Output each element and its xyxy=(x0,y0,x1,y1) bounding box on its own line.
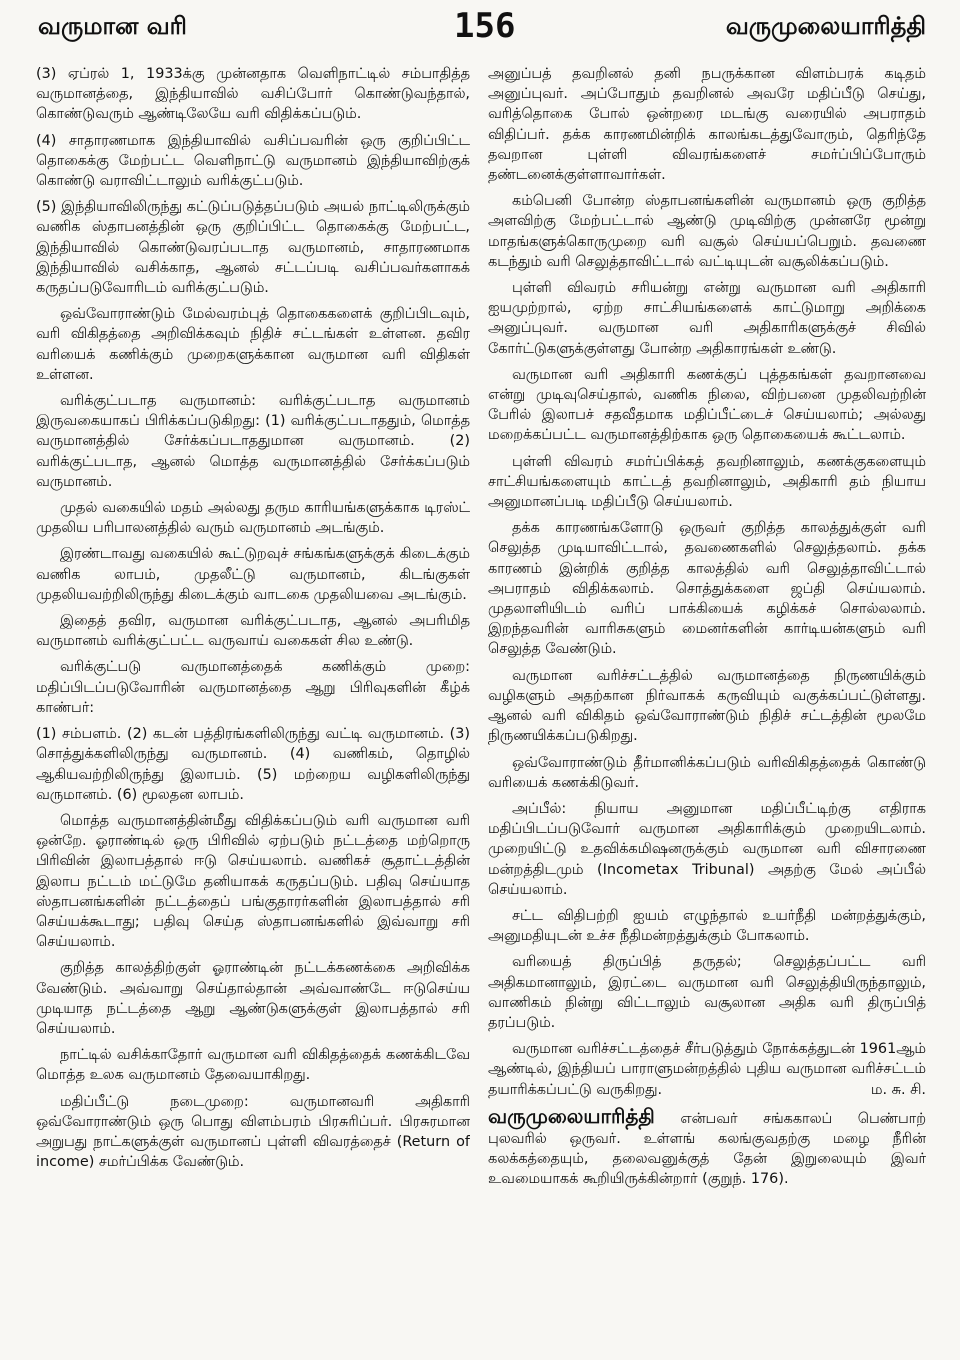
paragraph: சட்ட விதிபற்றி ஐயம் எழுந்தால் உயர்நீதி மன்றத்துக்கும், அனுமதியுடன் உச்ச நீதிமன்றத்துக்கும் போகலாம். xyxy=(488,907,926,945)
paragraph: நாட்டில் வசிக்காதோர் வருமான வரி விகிதத்தைக் கணக்கிடவே மொத்த உலக வருமானம் தேவையாகிறது. xyxy=(36,1047,470,1084)
paragraph: வருமான வரி அதிகாரி கணக்குப் புத்தகங்கள் தவறானவை என்று முடிவுசெய்தால், வணிக நிலை, விற்பனை முதலிவற்றின் பேரில் இலாபச் சதவீதமாக மதிப்பீட்டைச் செய்யலாம்; அல்லது மறைக்கப்பட்ட வருமானத்திற்காக ஒரு தொகையைக் கூட்டலாம். xyxy=(488,366,926,444)
right-column xyxy=(488,64,926,1344)
paragraph: புள்ளி விவரம் சமர்ப்பிக்கத் தவறினாலும், கணக்குகளையும் சாட்சியங்களையும் காட்டத் தவறினாலும், அதிகாரி தம் நியாய அனுமானப்படி மதிப்பீடு செய்யலாம். xyxy=(488,453,926,511)
paragraph: புள்ளி விவரம் சரியன்று என்று வருமான வரி அதிகாரி ஐயமுற்றால், ஏற்ற சாட்சியங்களைக் காட்டுமாறு அறிக்கை அனுப்புவர். வருமான வரி அதிகாரிகளுக்குச் சிவில் கோர்ட்டுகளுக்குள்ளது போன்ற அதிகாரங்கள் உண்டு. xyxy=(488,280,926,357)
entry-text: என்பவர் சங்ககாலப் பெண்பாற் புலவரில் ஒருவர். உள்ளங் கலங்குவதற்கு மழை நீரின் கலக்கத்தையும், தலைவனுக்குத் தேன் இறுலையும் இவர் உவமையாகக் கூறியிருக்கின்றார் (குறுந். 176). xyxy=(488,1110,926,1188)
left-column xyxy=(36,64,470,1344)
paragraph: கம்பெனி போன்ற ஸ்தாபனங்களின் வருமானம் ஒரு குறித்த அளவிற்கு மேற்பட்டால் ஆண்டு முடிவிற்கு முன்னரே மூன்று மாதங்களுக்கொருமுறை வரி வசூல் செய்யப்பெறும். தவணை கடந்தும் வரி செலுத்தாவிட்டால் வட்டியுடன் வசூலிக்கப்படும். xyxy=(488,193,926,270)
author-signature: ம. சு. சி. xyxy=(870,1081,926,1098)
paragraph: (4) சாதாரணமாக இந்தியாவில் வசிப்பவரின் ஒரு குறிப்பிட்ட தொகைக்கு மேற்பட்ட வெளிநாட்டு வருமானம் இந்தியாவிற்குக் கொண்டு வராவிட்டாலும் வரிக்குட்படும். xyxy=(36,132,470,190)
running-head-left: வருமான வரி xyxy=(38,12,187,40)
paragraph: அப்பீல்: நியாய அனுமான மதிப்பீட்டிற்கு எதிராக மதிப்பிடப்படுவோர் வருமான அதிகாரிக்கும் முறையிடலாம். முறையிட்டு உதவிக்கமிஷனருக்கும் வருமான வரி விசாரணை மன்றத்திடமும் (Incometax Tribunal) அதற்கு மேல் அப்பீல் செய்யலாம். xyxy=(488,800,926,898)
entry-paragraph xyxy=(488,1103,926,1190)
paragraph: வரியைத் திருப்பித் தருதல்; செலுத்தப்பட்ட வரி அதிகமானாலும், இரட்டை வருமான வரி செலுத்தியிருந்தாலும், வாணிகம் நின்று விட்டாலும் வசூலான அதிக வரி திருப்பித் தரப்படும். xyxy=(488,954,926,1031)
paragraph: ஒவ்வோராண்டும் மேல்வரம்புத் தொகைகளைக் குறிப்பிடவும், வரி விகிதத்தை அறிவிக்கவும் நிதிச் சட்டங்கள் உள்ளன. தவிர வரியைக் கணிக்கும் முறைகளுக்கான வருமான வரி விதிகள் உள்ளன. xyxy=(36,306,470,383)
paragraph-text: வருமான வரிச்சட்டத்தைச் சீர்படுத்தும் நோக்கத்துடன் 1961ஆம் ஆண்டில், இந்தியப் பாராளுமன்றத்தில் புதிய வருமான வரிச்சட்டம் தயாரிக்கப்பட்டு வருகிறது. xyxy=(488,1041,926,1098)
paragraph: (1) சம்பளம். (2) கடன் பத்திரங்களிலிருந்து வட்டி வருமானம். (3) சொத்துக்களிலிருந்து வருமானம். (4) வணிகம், தொழில் ஆகியவற்றிலிருந்து இலாபம். (5) மற்றைய வழிகளிலிருந்து வருமானம். (6) மூலதன லாபம். xyxy=(36,726,470,803)
entry-headword: வருமுலையாரித்தி xyxy=(488,1103,655,1128)
paragraph: முதல் வகையில் மதம் அல்லது தரும காரியங்களுக்காக டிரஸ்ட் முதலிய பரிபாலனத்தில் வரும் வருமானம் அடங்கும். xyxy=(36,500,470,537)
paragraph: இரண்டாவது வகையில் கூட்டுறவுச் சங்கங்களுக்குக் கிடைக்கும் வணிக லாபம், முதலீட்டு வருமானம், கிடங்குகள் முதலியவற்றிலிருந்து கிடைக்கும் வாடகை முதலியவை அடங்கும். xyxy=(36,546,470,603)
page-header xyxy=(0,0,960,58)
paragraph: இதைத் தவிர, வருமான வரிக்குட்படாத, ஆனல் அபரிமித வருமானம் வரிக்குட்பட்ட வருவாய் வகைகள் சில உண்டு. xyxy=(36,613,470,650)
paragraph: தக்க காரணங்களோடு ஒருவர் குறித்த காலத்துக்குள் வரி செலுத்த முடியாவிட்டால், தவணைகளில் செலுத்தலாம். தக்க காரணம் இன்றிக் குறித்த காலத்தில் வரி செலுத்தாவிட்டால் அபராதம் விதிக்கலாம். சொத்துக்களை ஜப்தி செய்யலாம். முதலாளியிடம் வரிப் பாக்கியைக் கழிக்கச் சொல்லலாம். இறந்தவரின் வாரிசுகளும் மைனர்களின் கார்டியன்களும் வரி செலுத்த வேண்டும். xyxy=(488,520,926,658)
page-number: 156 xyxy=(454,6,516,46)
running-head-right: வருமுலையாரித்தி xyxy=(725,12,926,40)
paragraph: குறித்த காலத்திற்குள் ஓராண்டின் நட்டக்கணக்கை அறிவிக்க வேண்டும். அவ்வாறு செய்தால்தான் அவ்வாண்டே ஈடுசெய்ய முடியாத நட்டத்தை ஆறு ஆண்டுகளுக்குள் இலாபத்தால் சரி செய்யலாம். xyxy=(36,960,470,1037)
paragraph: வருமான வரிச்சட்டத்தில் வருமானத்தை நிருணயிக்கும் வழிகளும் அதற்கான நிர்வாகக் கருவியும் வகுக்கப்பட்டுள்ளது. ஆனல் வரி விகிதம் ஒவ்வோராண்டும் நிதிச் சட்டத்தின் மூலமே நிருணயிக்கப்படுகிறது. xyxy=(488,667,926,745)
paragraph: (3) ஏப்ரல் 1, 1933க்கு முன்னதாக வெளிநாட்டில் சம்பாதித்த வருமானத்தை, இந்தியாவில் வசிப்போர் கொண்டுவந்தால், கொண்டுவரும் ஆண்டிலேயே வரி விதிக்கப்படும். xyxy=(36,66,470,123)
paragraph: வரிக்குட்படாத வருமானம்: வரிக்குட்படாத வருமானம் இருவகையாகப் பிரிக்கப்படுகிறது: (1) வரிக்குட்படாததும், மொத்த வருமானத்தில் சேர்க்கப்படாததுமான வருமானம். (2) வரிக்குட்படாத, ஆனல் மொத்த வருமானத்தில் சேர்க்கப்படும் வருமானம். xyxy=(36,393,470,490)
paragraph: (5) இந்தியாவிலிருந்து கட்டுப்படுத்தப்படும் அயல் நாட்டிலிருக்கும் வணிக ஸ்தாபனத்தின் ஒரு குறிப்பிட்ட தொகைக்கு மேற்பட்ட, இந்தியாவில் கொண்டுவரப்படாத வருமானம், சாதாரணமாக இந்தியாவில் வசிக்காத, ஆனல் சட்டப்படி வசிப்பவர்களாகக் கருதப்படுவோரிடம் வரிக்குட்படும். xyxy=(36,199,470,297)
paragraph xyxy=(488,1039,926,1100)
paragraph: வரிக்குட்படு வருமானத்தைக் கணிக்கும் முறை: மதிப்பிடப்படுவோரின் வருமானத்தை ஆறு பிரிவுகளின் கீழ்க் காண்பர்: xyxy=(36,659,470,716)
paragraph: ஒவ்வோராண்டும் தீர்மானிக்கப்படும் வரிவிகிதத்தைக் கொண்டு வரியைக் கணக்கிடுவர். xyxy=(488,754,926,791)
paragraph: அனுப்பத் தவறினல் தனி நபருக்கான விளம்பரக் கடிதம் அனுப்புவர். அப்போதும் தவறினல் அவரே மதிப்பீடு செய்து, வரித்தொகை போல் ஒன்றரை மடங்கு வரையில் அபராதம் விதிப்பர். தக்க காரணமின்றிக் காலங்கடத்துவோரும், தெரிந்தே தவறான புள்ளி விவரங்களைச் சமர்ப்பிப்போரும் தண்டனைக்குள்ளாவார்கள். xyxy=(488,66,926,184)
paragraph: மொத்த வருமானத்தின்மீது விதிக்கப்படும் வரி வருமான வரி ஒன்றே. ஓராண்டில் ஒரு பிரிவில் ஏற்படும் நட்டத்தை மற்றொரு பிரிவின் இலாபத்தால் ஈடு செய்யலாம். வணிகச் சூதாட்டத்தின் இலாப நட்டம் மட்டுமே தனியாகக் கருதப்படும். பதிவு செய்யாத ஸ்தாபனங்களின் நட்டத்தைப் பங்குதாரர்களின் இலாபத்தால் சரி செய்யக்கூடாது; பதிவு செய்த ஸ்தாபனங்களில் இவ்வாறு சரி செய்யலாம். xyxy=(36,812,470,951)
paragraph: மதிப்பீட்டு நடைமுறை: வருமானவரி அதிகாரி ஒவ்வோராண்டும் ஒரு பொது விளம்பரம் பிரசுரிப்பர். பிரசுரமான அறுபது நாட்களுக்குள் வருமானப் புள்ளி விவரத்தைச் (Return of income) சமர்ப்பிக்க வேண்டும். xyxy=(36,1093,470,1171)
